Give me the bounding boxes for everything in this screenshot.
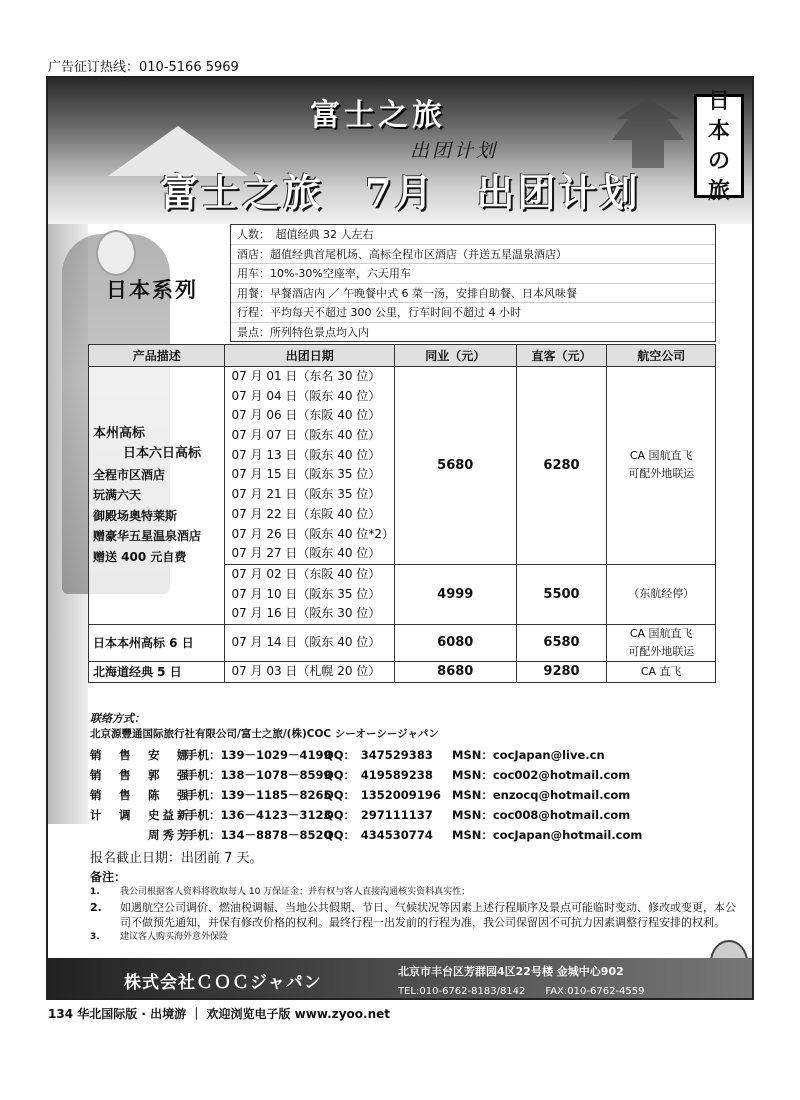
- departure-date: 07 月 13 日（阪东 40 位）: [231, 447, 381, 462]
- pagoda-graphic: [608, 98, 688, 168]
- note-item: [90, 885, 740, 900]
- note-item: [90, 930, 740, 945]
- contact-phone: 手机：134－8878－8520: [186, 828, 332, 842]
- stamp-char: 日: [707, 88, 730, 114]
- table-row: [89, 661, 716, 682]
- contact-qq: QQ： 1352009196: [324, 788, 441, 802]
- signup-deadline: 报名截止日期：出团前 7 天。: [90, 851, 263, 866]
- footer-bar: [48, 958, 752, 1000]
- contact-msn: MSN：cocJapan@hotmail.com: [452, 828, 643, 842]
- peer-price: 8680: [394, 661, 516, 682]
- info-row: 酒店：超值经典首尾机场、高标全程市区酒店（并送五星温泉酒店）: [231, 245, 715, 265]
- direct-price: 9280: [516, 661, 607, 682]
- banner-subtitle: 出团计划: [410, 140, 499, 162]
- contact-role: 计 调 史益新: [90, 808, 192, 822]
- contact-qq: QQ： 347529383: [324, 748, 433, 762]
- departure-date: 07 月 04 日（阪东 40 位）: [231, 388, 381, 403]
- table-row: [89, 624, 716, 661]
- contact-role: 销 售 陈 强: [90, 788, 192, 802]
- contact-section: [90, 710, 740, 945]
- departure-date: 07 月 15 日（阪东 35 位）: [231, 467, 381, 482]
- note-number: 2.: [90, 901, 102, 914]
- table-header-row: [89, 345, 716, 367]
- contact-row: [90, 745, 740, 765]
- ad-hotline: 广告征订热线：010-5166 5969: [48, 60, 239, 75]
- banner-title-big: 富士之旅 7月 出团计划: [160, 170, 641, 215]
- feature-line: 赠豪华五星温泉酒店: [93, 529, 202, 544]
- info-row: 人数： 超值经典 32 人左右: [231, 225, 715, 245]
- airline-cell: [607, 624, 716, 661]
- departure-date: 07 月 26 日（阪东 40 位*2）: [231, 526, 394, 541]
- notes-title: 备注：: [90, 870, 127, 884]
- departure-date: 07 月 22 日（东阪 40 位）: [231, 506, 381, 521]
- contact-label: 联络方式：: [90, 712, 145, 725]
- departure-table: [88, 344, 716, 683]
- contact-role: 销 售 安 娜: [90, 748, 192, 762]
- company-line: 北京源豐通国际旅行社有限公司/富士之旅/(株)COC シーオーシージャパン: [90, 728, 439, 740]
- col-direct-price: 直客（元）: [516, 345, 607, 367]
- contact-role: 销 售 郭 强: [90, 768, 192, 782]
- departure-date: 07 月 16 日（阪东 30 位）: [231, 606, 381, 621]
- contact-phone: 手机：138－1078－8599: [186, 768, 332, 782]
- contact-row: [90, 805, 740, 825]
- airline-cell: [607, 367, 716, 565]
- contact-row: [90, 825, 740, 845]
- info-row: 景点：所列特色景点均入内: [237, 325, 369, 339]
- feature-line: 赠送 400 元自费: [93, 549, 187, 564]
- airline: CA 国航直飞: [629, 626, 693, 640]
- contact-msn: MSN：coc002@hotmail.com: [452, 768, 631, 782]
- footer-company-name: 株式会社ＣＯＣジャパン: [124, 973, 322, 993]
- peer-price: 5680: [394, 367, 516, 565]
- product-features: [89, 367, 225, 625]
- date-list: [225, 367, 395, 565]
- direct-price: 6280: [516, 367, 607, 565]
- contact-qq: QQ： 297111137: [324, 808, 433, 822]
- note-text: 如遇航空公司调价、燃油税调幅、当地公共假期、节日、气候状况等因素上述行程顺序及景点可能临时变动、修改或变更，本公司不做预先通知，并保有修改价格的权利。最终行程一出发前的行程为准，我公司保留因不可抗力因素调整行程安排的权利。: [120, 901, 736, 929]
- note-item: [90, 900, 740, 930]
- stamp-char: 本: [707, 118, 730, 144]
- departure-date: 07 月 06 日（东阪 40 位）: [231, 408, 381, 423]
- departure-date: 07 月 14 日（阪东 40 位）: [231, 635, 381, 650]
- figure-head: [96, 230, 136, 276]
- airline-note: 可配外地联运: [628, 467, 695, 481]
- col-product: 产品描述: [89, 345, 225, 367]
- airline: CA 国航直飞: [629, 449, 693, 463]
- contact-msn: MSN：coc008@hotmail.com: [452, 808, 631, 822]
- feature-line: 全程市区酒店: [93, 467, 166, 482]
- col-dates: 出团日期: [225, 345, 395, 367]
- tour-info-box: [230, 224, 716, 342]
- airline-note: 可配外地联运: [628, 644, 695, 658]
- direct-price: 5500: [516, 564, 607, 624]
- departure-date: 07 月 27 日（阪东 40 位）: [231, 546, 381, 561]
- table-row: [89, 367, 716, 565]
- note-text: 建议客人购买海外意外保险: [120, 932, 229, 942]
- contact-qq: QQ： 434530774: [324, 828, 433, 842]
- col-peer-price: 同业（元）: [394, 345, 516, 367]
- contact-msn: MSN：enzocq@hotmail.com: [452, 788, 631, 802]
- page-footer-line: 134 华北国际版 · 出境游 ｜ 欢迎浏览电子版 www.zyoo.net: [48, 1007, 390, 1021]
- feature-line: 玩满六天: [93, 488, 142, 503]
- airline: （东航经停）: [607, 564, 716, 624]
- footer-address: 北京市丰台区芳群园4区22号楼 金城中心902: [398, 965, 624, 978]
- contact-role: 周秀芳: [90, 828, 192, 842]
- departure-date: 07 月 21 日（阪东 35 位）: [231, 487, 381, 502]
- product-name: 日本本州高标 6 日: [89, 624, 225, 661]
- footer-tel-fax: TEL:010-6762-8183/8142 FAX:010-6762-4559: [398, 986, 645, 997]
- info-row: 用车：10%-30%空座率，六天用车: [231, 264, 715, 284]
- date-list: [225, 564, 395, 624]
- contact-row: [90, 785, 740, 805]
- direct-price: 6580: [516, 624, 607, 661]
- contact-row: [90, 765, 740, 785]
- departure-date: 07 月 02 日（东阪 40 位）: [231, 566, 381, 581]
- contact-phone: 手机：136－4123－3123: [186, 808, 332, 822]
- info-row: 行程：平均每天不超过 300 公里，行车时间不超过 4 小时: [231, 303, 715, 323]
- stamp-char: 旅: [707, 178, 730, 204]
- contact-phone: 手机：139－1029－4199: [186, 748, 332, 762]
- note-text: 我公司根据客人资料将收取每人 10 万保证金；并有权与客人直接沟通核实资料真实性；: [120, 887, 471, 897]
- note-number: 3.: [90, 932, 100, 942]
- peer-price: 4999: [394, 564, 516, 624]
- peer-price: 6080: [394, 624, 516, 661]
- departure-date: 07 月 01 日（东名 30 位）: [231, 369, 381, 383]
- note-number: 1.: [90, 887, 100, 897]
- info-row: 用餐：早餐酒店内 ／ 午晚餐中式 6 菜一汤，安排自助餐、日本风味餐: [231, 284, 715, 304]
- contact-phone: 手机：139－1185－8265: [186, 788, 332, 802]
- advert-frame: [46, 76, 754, 1000]
- feature-line: 本州高标: [93, 425, 146, 441]
- stamp-char: の: [707, 148, 730, 174]
- product-name: 北海道经典 5 日: [89, 661, 225, 682]
- japan-trip-stamp: [694, 88, 744, 204]
- feature-line: 御殿场奥特莱斯: [93, 508, 178, 523]
- banner: [48, 78, 752, 224]
- airline: CA 直飞: [607, 661, 716, 682]
- feature-line: 日本六日高标: [123, 446, 202, 462]
- series-title: 日本系列: [106, 278, 198, 302]
- departure-date: 07 月 10 日（阪东 35 位）: [231, 586, 381, 601]
- banner-title-small: 富士之旅: [310, 98, 446, 133]
- contact-msn: MSN：cocJapan@live.cn: [452, 748, 605, 762]
- date-list: [225, 661, 395, 682]
- departure-date: 07 月 07 日（阪东 40 位）: [231, 428, 381, 443]
- departure-date: 07 月 03 日（札幌 20 位）: [231, 663, 381, 678]
- date-list: [225, 624, 395, 661]
- contact-qq: QQ： 419589238: [324, 768, 433, 782]
- col-airline: 航空公司: [607, 345, 716, 367]
